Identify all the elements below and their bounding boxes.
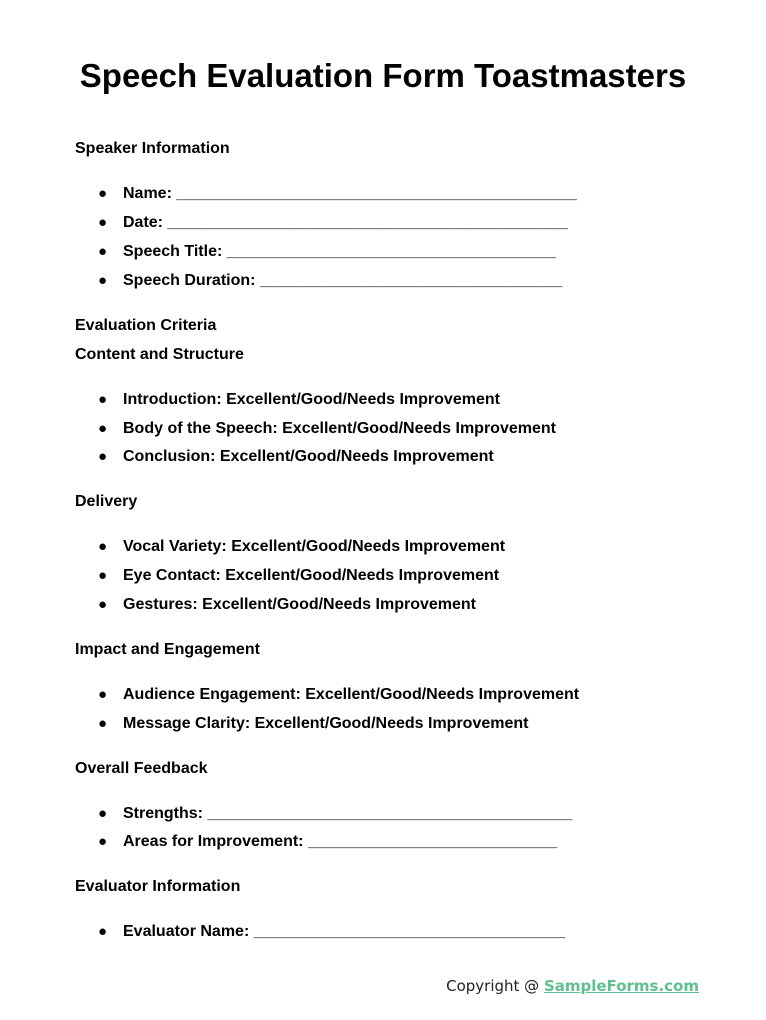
bullet-icon: ● [98,686,108,703]
list-item-message-clarity [98,714,528,734]
section-heading-evaluation-criteria: Evaluation Criteria [75,317,217,334]
bullet-icon: ● [98,185,108,202]
bullet-icon: ● [98,596,108,613]
bullet-icon: ● [98,214,108,231]
list-item-evaluator-name [98,922,565,942]
bullet-icon: ● [98,243,108,260]
list-item-vocal-variety [98,537,505,557]
subsection-heading-impact-engagement: Impact and Engagement [75,641,260,658]
list-item-audience-engagement [98,685,579,705]
bullet-icon: ● [98,448,108,465]
subsection-heading-content-structure: Content and Structure [75,346,244,363]
list-item-text: Speech Title: _____________________________________ [123,243,556,260]
list-item-strengths [98,804,572,824]
list-item-text: Body of the Speech: Excellent/Good/Needs Improvement [123,420,556,437]
bullet-icon: ● [98,923,108,940]
list-item-text: Strengths: _________________________________________ [123,805,573,822]
list-item-text: Eye Contact: Excellent/Good/Needs Improvement [123,567,500,584]
section-heading-overall-feedback: Overall Feedback [75,760,208,777]
list-item-text: Areas for Improvement: ____________________________ [123,833,558,850]
list-item-text: Vocal Variety: Excellent/Good/Needs Improvement [123,538,506,555]
list-item-body [98,419,556,439]
bullet-icon: ● [98,420,108,437]
list-item-text: Speech Duration: __________________________________ [123,272,563,289]
bullet-icon: ● [98,391,108,408]
subsection-heading-delivery: Delivery [75,493,138,510]
list-item-conclusion [98,447,494,467]
list-item-text: Message Clarity: Excellent/Good/Needs Improvement [123,715,529,732]
list-item-date [98,213,568,233]
list-item-text: Name: _____________________________________________ [123,185,577,202]
bullet-icon: ● [98,715,108,732]
bullet-icon: ● [98,805,108,822]
list-item-eye-contact [98,566,499,586]
list-item-introduction [98,390,500,410]
list-item-areas-improvement [98,832,557,852]
section-heading-evaluator-information: Evaluator Information [75,878,241,895]
list-item-speech-duration [98,271,562,291]
list-item-text: Conclusion: Excellent/Good/Needs Improvement [123,448,494,465]
bullet-icon: ● [98,272,108,289]
document-title: Speech Evaluation Form Toastmasters [79,57,687,94]
list-item-text: Date: _____________________________________________ [123,214,568,231]
list-item-text: Audience Engagement: Excellent/Good/Needs Improvement [123,686,580,703]
copyright-text: Copyright @ [446,977,544,995]
bullet-icon: ● [98,567,108,584]
bullet-icon: ● [98,833,108,850]
list-item-text: Evaluator Name: ___________________________________ [123,923,566,940]
list-item-text: Gestures: Excellent/Good/Needs Improvement [123,596,476,613]
list-item-gestures [98,595,476,615]
list-item-speech-title [98,242,556,262]
list-item-name [98,184,577,204]
copyright-footer [446,976,699,996]
list-item-text: Introduction: Excellent/Good/Needs Improvement [123,391,500,408]
section-heading-speaker-information: Speaker Information [75,140,230,157]
sampleforms-link[interactable]: SampleForms.com [543,977,699,995]
bullet-icon: ● [98,538,108,555]
